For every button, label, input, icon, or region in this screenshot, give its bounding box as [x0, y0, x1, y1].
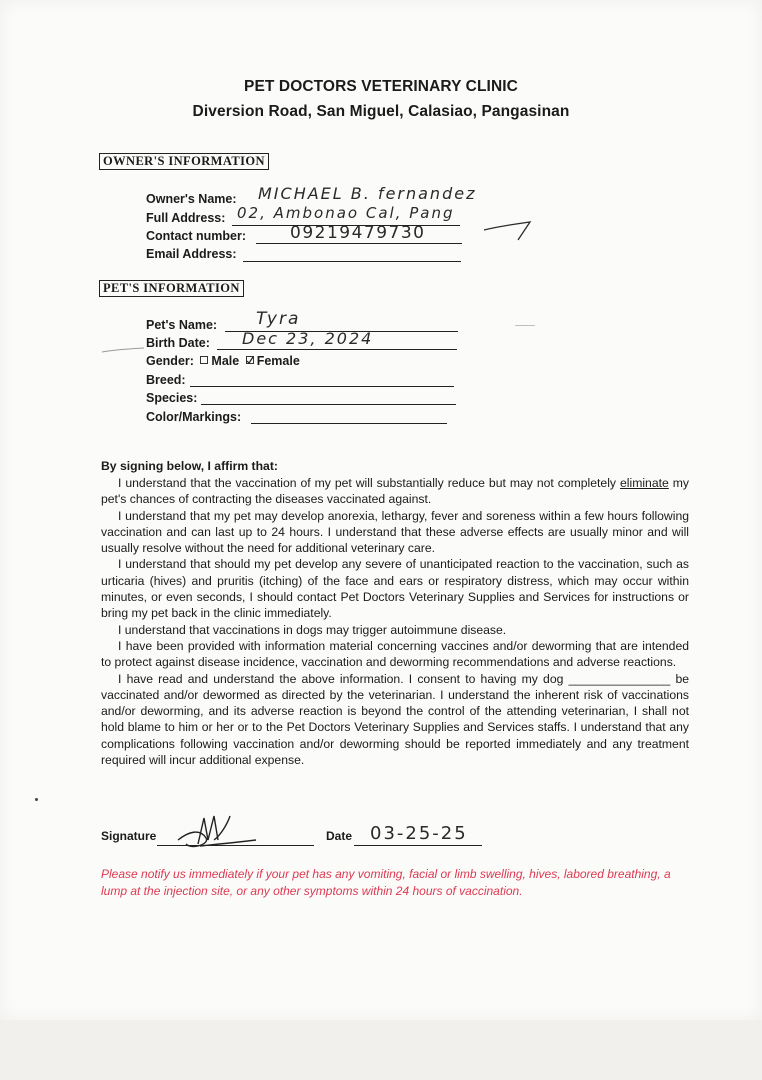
female-check-mark	[246, 356, 254, 364]
gender-label: Gender:	[146, 354, 194, 368]
address-row	[146, 211, 225, 225]
clinic-name: PET DOCTORS VETERINARY CLINIC	[244, 78, 518, 95]
consent-paragraph-5: I have been provided with information material concerning vaccines and/or deworming that are intended to protect against disease incidence, vaccination and deworming recommendations and adverse reactions.	[101, 638, 689, 670]
contact-label: Contact number:	[146, 229, 246, 243]
owner-name-row	[146, 192, 237, 206]
owner-name-label: Owner's Name:	[146, 192, 237, 206]
pet-name-handwriting: Tyra	[256, 309, 301, 329]
consent-paragraph-3: I understand that should my pet develop any severe of unanticipated reaction to the vaccination, such as urticaria (hives) and pruritis (itching) of the face and ears or respiratory distress, which may occur within minutes, or even seconds, I should contact Pet Doctors Veterinary Supplies and Services for instructions or bring my pet back in the clinic immediately.	[101, 557, 689, 621]
pet-name-label: Pet's Name:	[146, 318, 218, 332]
female-option-label: Female	[256, 354, 300, 368]
pet-section-heading: PET'S INFORMATION	[99, 280, 244, 297]
breed-line	[190, 386, 454, 387]
paper-mark	[515, 325, 535, 326]
color-label: Color/Markings:	[146, 410, 242, 424]
paper-speck	[35, 798, 38, 801]
species-row	[146, 391, 197, 405]
consent-paragraph-6	[101, 671, 689, 769]
date-handwriting: 03-25-25	[370, 823, 468, 844]
contact-line	[256, 243, 462, 244]
dog-name-blank[interactable]: _______________	[568, 671, 671, 686]
male-checkbox[interactable]	[200, 356, 208, 364]
birth-date-stray-mark	[100, 344, 150, 356]
p1-text-a: I understand that the vaccination of my pet will substantially reduce but may not completely	[118, 476, 617, 490]
birth-date-line	[217, 349, 457, 350]
signature-scribble	[170, 810, 260, 855]
address-label: Full Address:	[146, 211, 226, 225]
p6-text-a: I have read and understand the above information. I consent to having my dog	[118, 671, 564, 686]
date-label: Date	[326, 829, 353, 843]
breed-label: Breed:	[146, 373, 186, 387]
consent-paragraph-4: I understand that vaccinations in dogs may trigger autoimmune disease.	[118, 622, 507, 637]
contact-row	[146, 229, 246, 243]
consent-paragraphs	[101, 475, 689, 768]
p6-text-b: be vaccinated and/or dewormed as directed by the veterinarian. I understand the inherent risk of vaccinations and/or deworming, and its adverse reaction is beyond the control of the attending veterinarian, I shall not hold blame to him or her or to the Pet Doctors Veterinary Supplies and Services staffs. I understand that any complications following vaccination and/or deworming should be reported immediately and any treatment required will incur additional expense.	[101, 671, 690, 768]
consent-paragraph-2: I understand that my pet may develop anorexia, lethargy, fever and soreness within a few hours following vaccination and can last up to 24 hours. I understand that these adverse effects are usually minor and will usually resolve without the need for additional veterinary care.	[101, 508, 689, 556]
address-pen-stroke	[482, 212, 534, 242]
birth-date-row	[146, 336, 210, 350]
date-line	[354, 845, 482, 846]
email-line	[243, 261, 461, 262]
male-option-label: Male	[211, 354, 240, 368]
email-row	[146, 247, 237, 261]
signature-label: Signature	[101, 829, 157, 843]
gender-row	[146, 354, 300, 368]
email-label: Email Address:	[146, 247, 237, 261]
species-label: Species:	[146, 391, 198, 405]
owner-section-heading: OWNER'S INFORMATION	[99, 153, 269, 170]
owner-name-handwriting: MICHAEL B. fernandez	[258, 184, 477, 203]
p1-text-b: my pet's chances of contracting the diseases vaccinated against.	[101, 476, 690, 507]
birth-date-label: Birth Date:	[146, 336, 210, 350]
vaccination-notice: Please notify us immediately if your pet has any vomiting, facial or limb swelling, hives, labored breathing, a lump at the injection site, or any other symptoms within 24 hours of vaccination.	[101, 867, 671, 898]
contact-handwriting: 09219479730	[290, 223, 426, 243]
birth-date-handwriting: Dec 23, 2024	[242, 329, 374, 348]
affirm-heading: By signing below, I affirm that:	[101, 459, 278, 473]
pet-name-row	[146, 318, 217, 332]
breed-row	[146, 373, 186, 387]
female-checkbox[interactable]	[246, 356, 254, 364]
address-handwriting: 02, Ambonao Cal, Pang	[237, 204, 455, 222]
color-row	[146, 410, 241, 424]
species-line	[201, 404, 456, 405]
p1-underlined-word: eliminate	[620, 476, 669, 490]
clinic-address: Diversion Road, San Miguel, Calasiao, Pangasinan	[192, 103, 570, 120]
color-line	[251, 423, 447, 424]
consent-paragraph-1	[101, 475, 689, 508]
